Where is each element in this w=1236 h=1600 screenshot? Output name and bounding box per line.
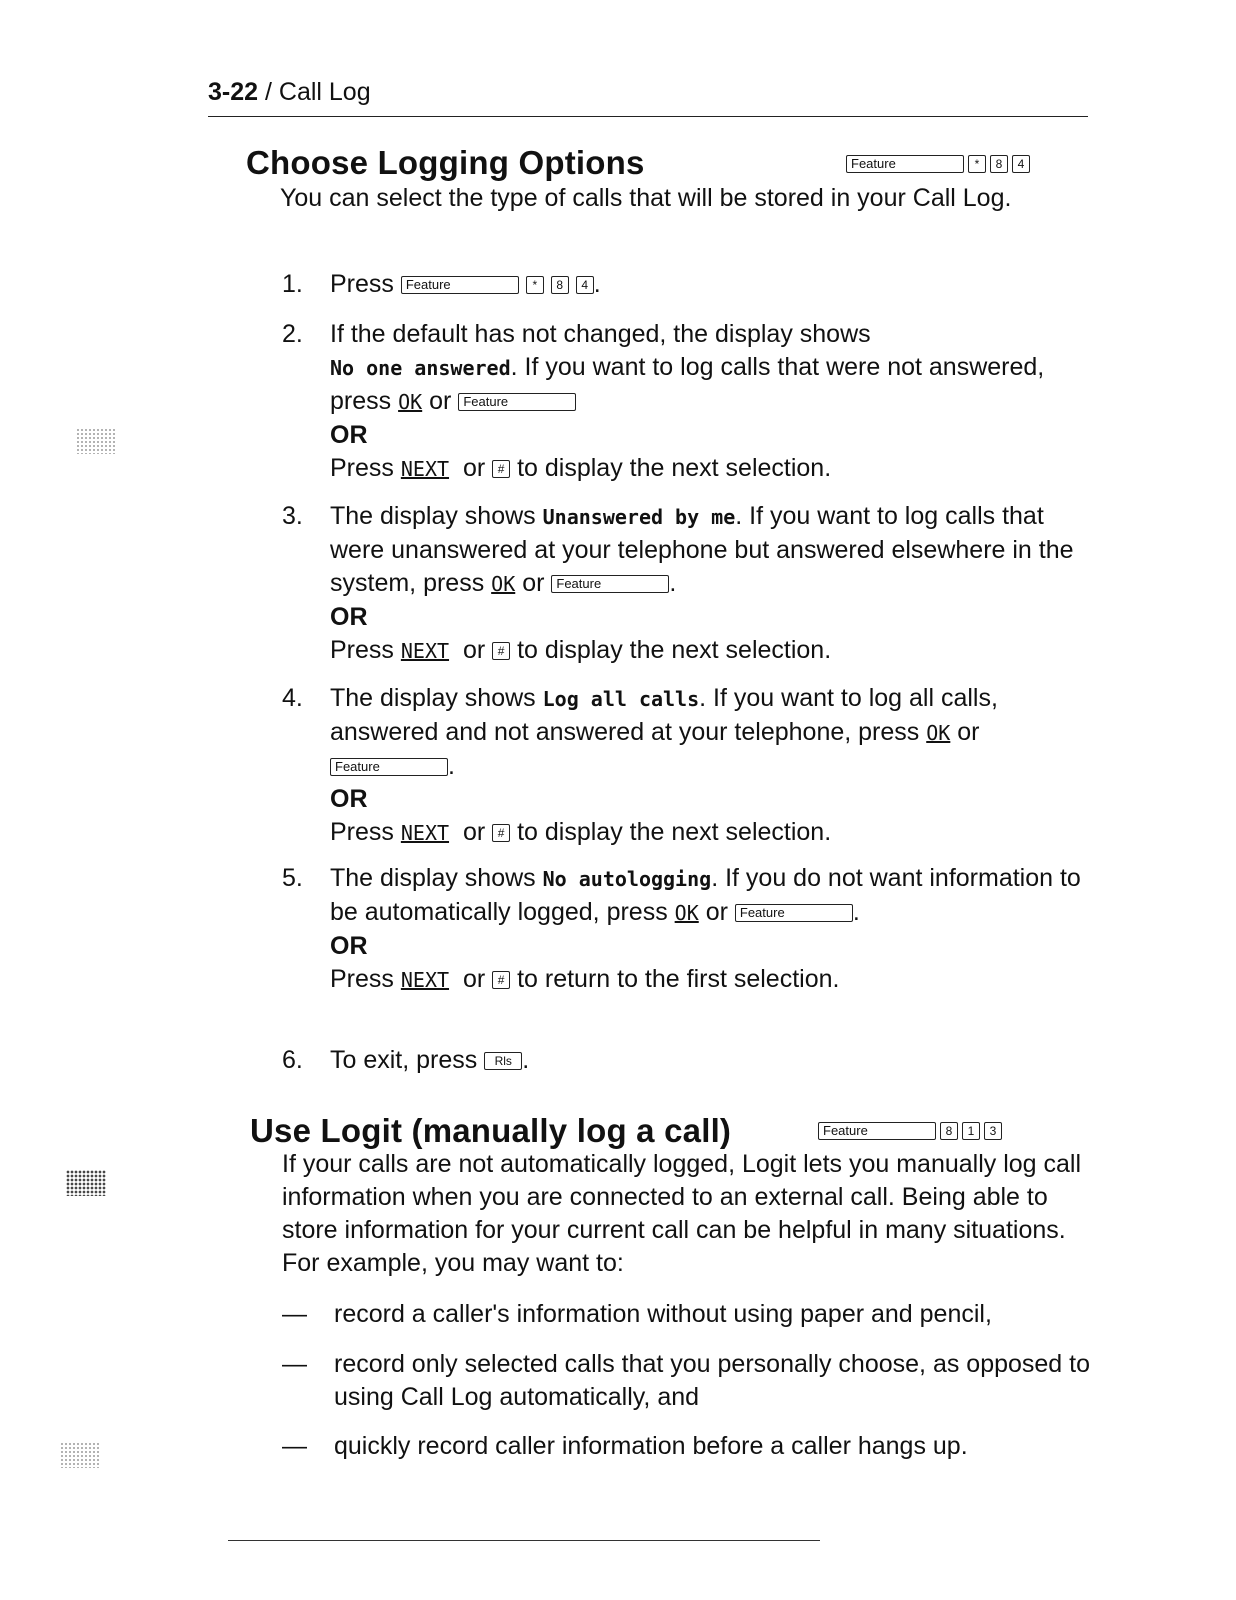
step-text: . If you want to log calls that were not answered, press <box>330 353 1045 415</box>
feature-key: Feature <box>330 758 448 776</box>
digit-key: 8 <box>990 155 1008 173</box>
scan-speckle <box>60 1442 100 1468</box>
star-key: * <box>968 155 986 173</box>
display-message: Log all calls <box>542 687 700 711</box>
bullet-dash: — <box>282 1432 307 1460</box>
page-number: 3-22 <box>208 78 259 106</box>
step-text: Press <box>330 965 394 993</box>
step-text: Press <box>330 636 394 664</box>
step-number: 3. <box>282 502 303 530</box>
ok-softkey: OK <box>398 390 423 414</box>
digit-key: 1 <box>962 1122 980 1140</box>
step-text: to display the next selection. <box>517 636 832 664</box>
next-softkey: NEXT <box>400 639 450 663</box>
bullet-dash: — <box>282 1300 307 1328</box>
or-heading: OR <box>330 603 368 631</box>
hash-key: # <box>492 460 510 478</box>
digit-key: 4 <box>1012 155 1030 173</box>
or-heading: OR <box>330 785 368 813</box>
bullet-text: record only selected calls that you personally choose, as opposed to using Call Log automatically, and <box>334 1350 1091 1411</box>
step-text: . If you want to log all calls, answered and not answered at your telephone, press <box>330 684 998 746</box>
scan-speckle <box>76 428 116 454</box>
star-key: * <box>526 276 544 294</box>
hash-key: # <box>492 642 510 660</box>
hash-key: # <box>492 971 510 989</box>
step-number: 4. <box>282 684 303 712</box>
digit-key: 8 <box>940 1122 958 1140</box>
header-rule <box>208 116 1088 117</box>
or-text: or <box>462 636 486 664</box>
display-message: Unanswered by me <box>542 505 736 529</box>
feature-code-logging <box>846 155 1030 173</box>
step-text: Press <box>330 818 394 846</box>
header-separator: / <box>258 78 279 106</box>
section-intro: You can select the type of calls that will be stored in your Call Log. <box>280 184 1012 212</box>
or-text: or <box>522 569 545 597</box>
ok-softkey: OK <box>674 901 699 925</box>
step-text: To exit, press <box>330 1046 478 1074</box>
header-section: Call Log <box>278 78 371 106</box>
step-number: 5. <box>282 864 303 892</box>
feature-key: Feature <box>401 276 519 294</box>
feature-code-logit <box>818 1122 1002 1140</box>
next-softkey: NEXT <box>400 457 450 481</box>
feature-key: Feature <box>846 155 964 173</box>
step-text: . If you do not want information to be automatically logged, press <box>330 864 1081 926</box>
feature-key: Feature <box>551 575 669 593</box>
step-number: 6. <box>282 1046 303 1074</box>
step-text: The display shows <box>330 864 536 892</box>
or-text: or <box>429 387 452 415</box>
display-message: No one answered <box>330 356 511 380</box>
bullet-dash: — <box>282 1350 307 1378</box>
or-heading: OR <box>330 932 368 960</box>
feature-key: Feature <box>458 393 576 411</box>
digit-key: 3 <box>984 1122 1002 1140</box>
or-text: or <box>462 965 486 993</box>
step-text: Press <box>330 454 394 482</box>
step-text: If the default has not changed, the display shows <box>330 320 871 348</box>
or-text: or <box>957 718 980 746</box>
display-message: No autologging <box>542 867 712 891</box>
step-text: to display the next selection. <box>517 818 832 846</box>
ok-softkey: OK <box>491 572 516 596</box>
digit-key: 8 <box>551 276 569 294</box>
step-text: to display the next selection. <box>517 454 832 482</box>
step-text: The display shows <box>330 502 536 530</box>
running-header <box>208 78 371 107</box>
next-softkey: NEXT <box>400 821 450 845</box>
or-text: or <box>462 454 486 482</box>
step-number: 1. <box>282 270 303 298</box>
bullet-text: quickly record caller information before a caller hangs up. <box>334 1432 968 1460</box>
footer-rule <box>228 1540 820 1541</box>
step-text: to return to the first selection. <box>517 965 840 993</box>
step-number: 2. <box>282 320 303 348</box>
feature-key: Feature <box>735 904 853 922</box>
release-key: Rls <box>484 1052 522 1070</box>
or-heading: OR <box>330 421 368 449</box>
logit-intro: If your calls are not automatically logged, Logit lets you manually log call information when you are connected to an external call. Being able to store information for your current call can be helpful in many situations. For example, you may want to: <box>282 1150 1082 1277</box>
step-text: Press <box>330 270 394 298</box>
step-text: . If you want to log calls that were unanswered at your telephone but answered elsewhere in the system, press <box>330 502 1074 597</box>
section-title-logging-options: Choose Logging Options <box>246 144 645 181</box>
step-text: The display shows <box>330 684 536 712</box>
hash-key: # <box>492 824 510 842</box>
scan-speckle <box>66 1170 106 1196</box>
bullet-text: record a caller's information without using paper and pencil, <box>334 1300 992 1328</box>
feature-key: Feature <box>818 1122 936 1140</box>
next-softkey: NEXT <box>400 968 450 992</box>
or-text: or <box>705 898 728 926</box>
or-text: or <box>462 818 486 846</box>
ok-softkey: OK <box>926 721 951 745</box>
section-title-logit: Use Logit (manually log a call) <box>250 1112 732 1149</box>
digit-key: 4 <box>576 276 594 294</box>
